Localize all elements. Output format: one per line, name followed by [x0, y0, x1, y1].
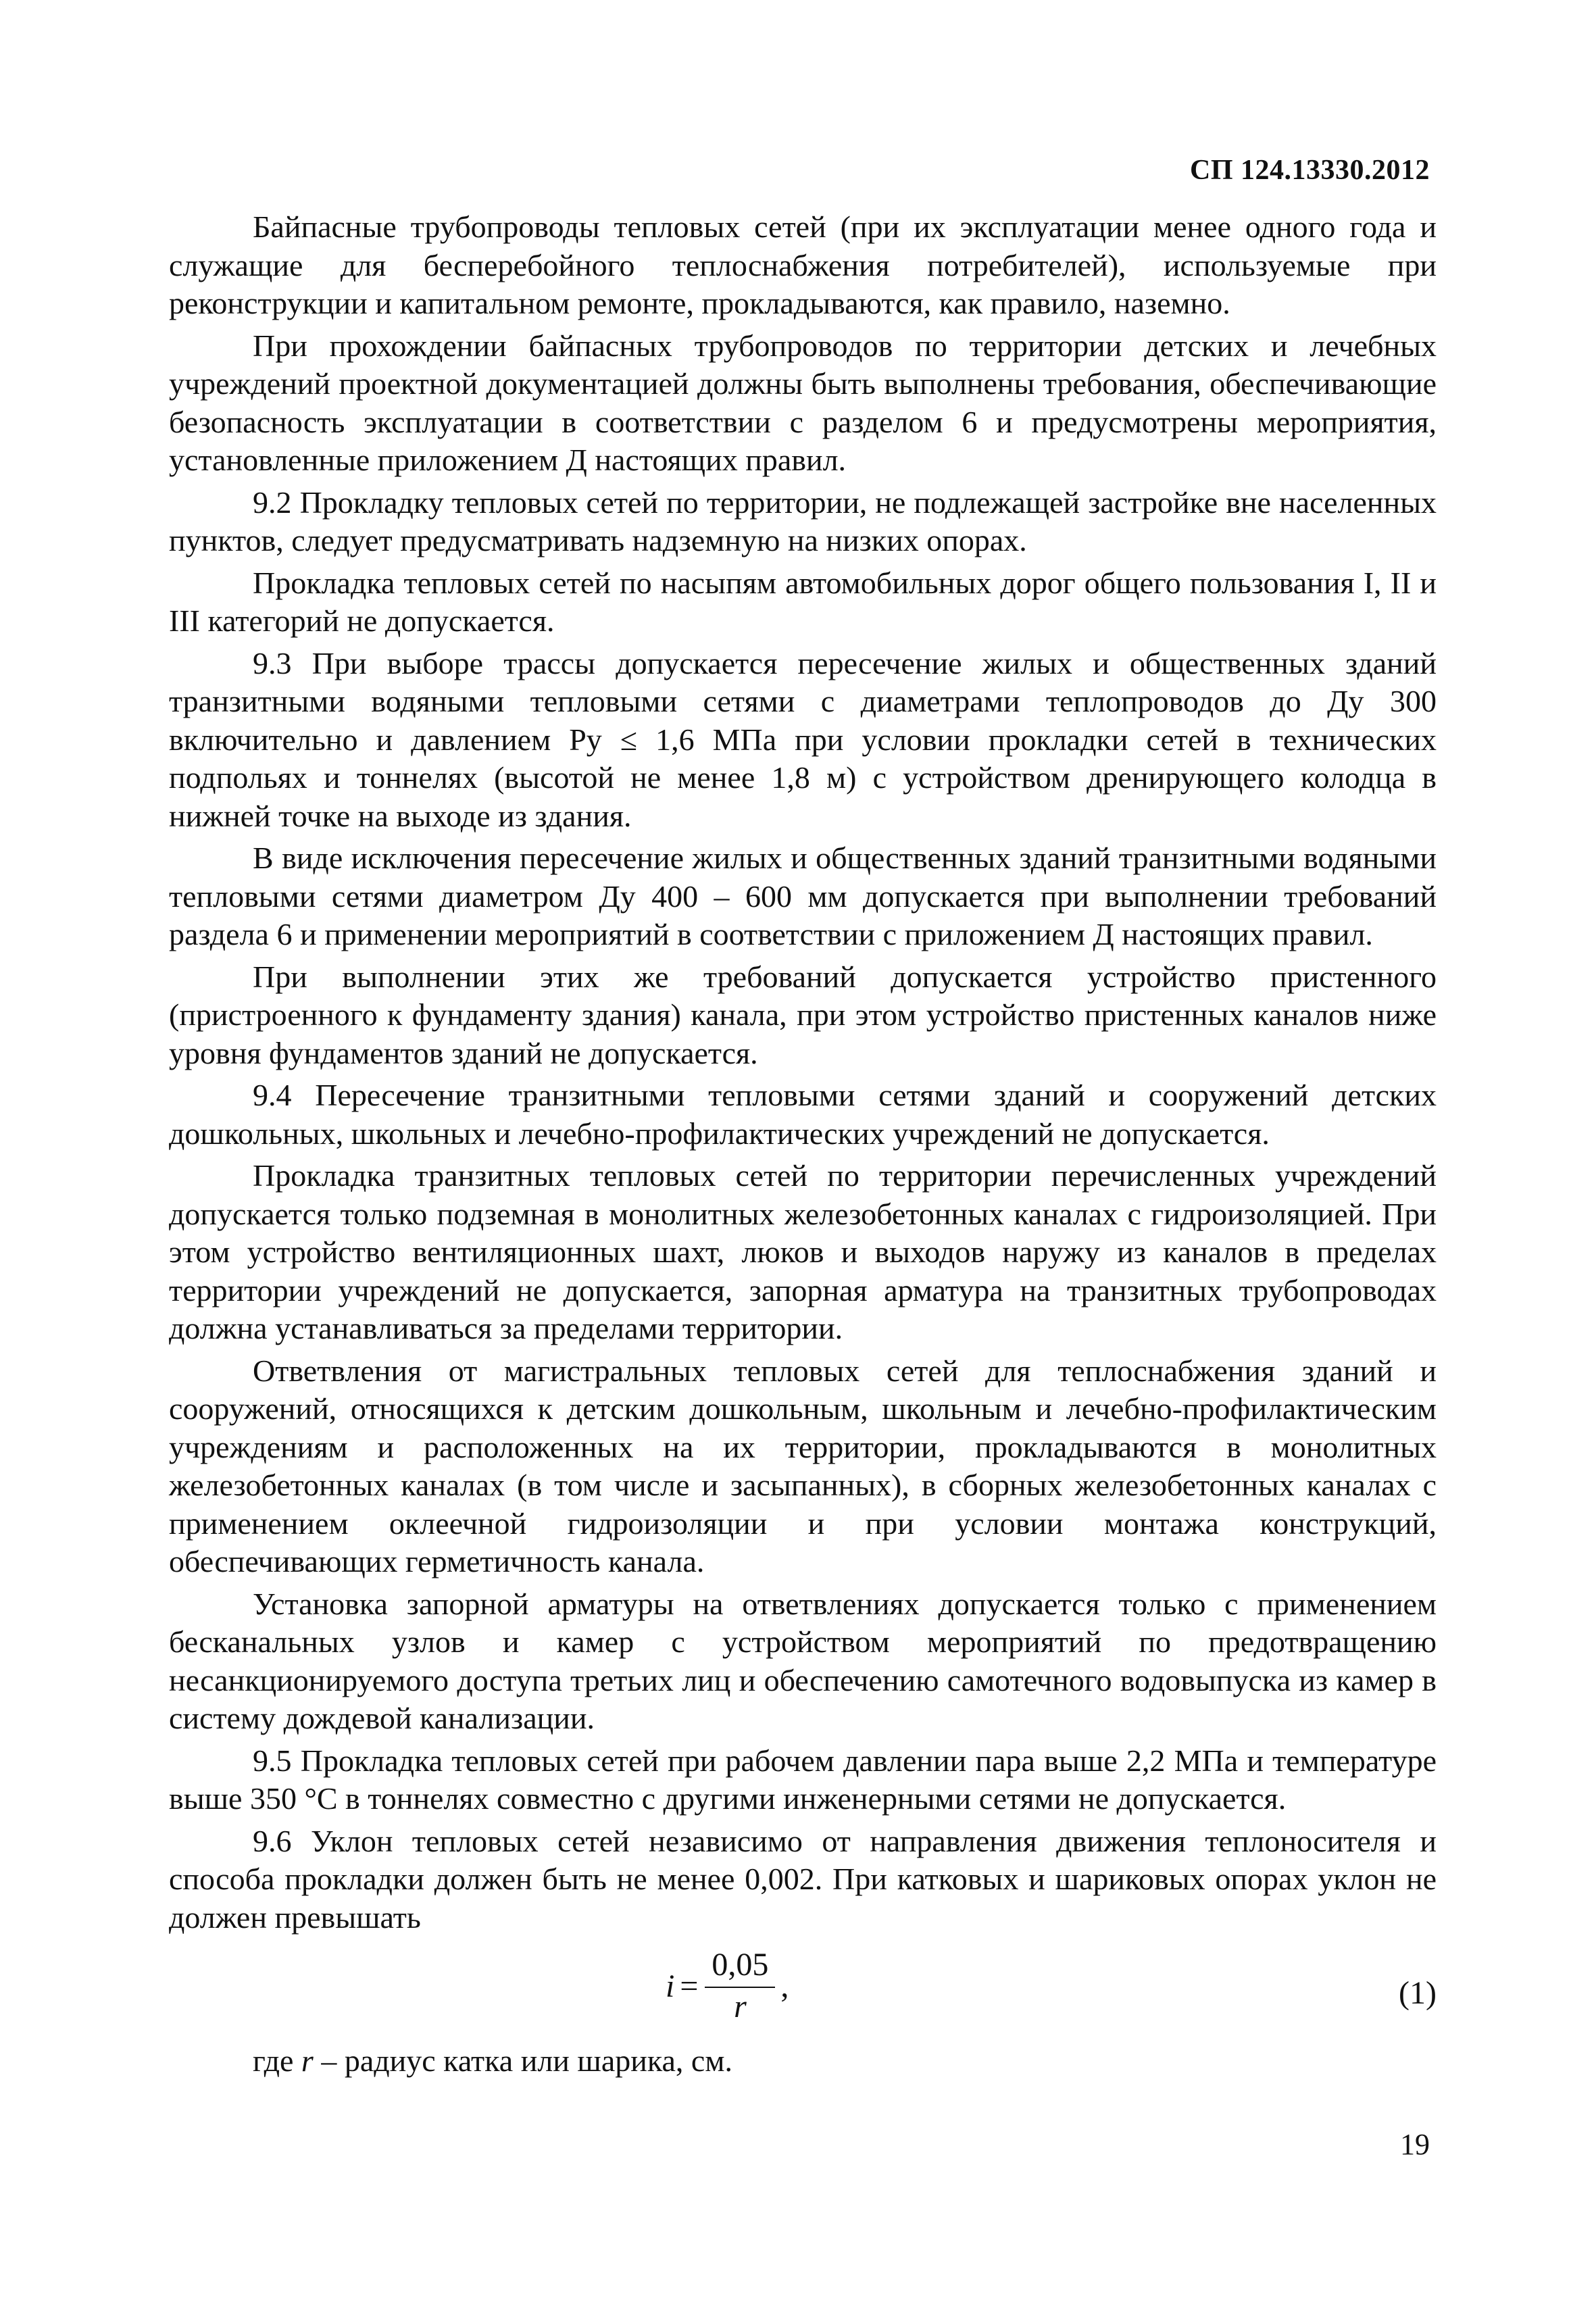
- where-text: – радиус катка или шарика, см.: [321, 2043, 732, 2078]
- slope-formula: [666, 1947, 789, 2026]
- paragraph-9-6: 9.6 Уклон тепловых сетей независимо от направления движения теплоносителя и способа прокладки должен быть не менее 0,002. При катковых и шариковых опорах уклон не должен превышать: [169, 1823, 1437, 1935]
- paragraph-road-embankments: Прокладка тепловых сетей по насыпям автомобильных дорог общего пользования I, II и III категорий не допускается.: [169, 565, 1437, 638]
- formula-numerator: 0,05: [705, 1947, 775, 1988]
- formula-number: (1): [1399, 1975, 1437, 2011]
- formula-variable: i: [666, 1968, 675, 2004]
- paragraph-transit-networks: Прокладка транзитных тепловых сетей по территории перечисленных учреждений допускается только подземная в монолитных железобетонных каналах с гидроизоляцией. При этом устройство вентиляционных шахт, люков и выходов наружу из каналов в пределах территории учреждений не допускается, запорная арматура на транзитных трубопроводах должна устанавливаться за пределами территории.: [169, 1158, 1437, 1345]
- where-variable: r: [301, 2043, 314, 2078]
- paragraph-exception: В виде исключения пересечение жилых и общественных зданий транзитными водяными тепловыми сетями диаметром Ду 400 – 600 мм допускается при выполнении требований раздела 6 и применении мероприятий в соответствии с приложением Д настоящих правил.: [169, 841, 1437, 951]
- body-text: [169, 208, 1437, 2085]
- paragraph-branches: Ответвления от магистральных тепловых сетей для теплоснабжения зданий и сооружений, относящихся к детским дошкольным, школьным и лечебно-профилактическим учреждениям и расположенных на их территории, прокладываются в монолитных железобетонных каналах (в том числе и засыпанных), в сборных железобетонных каналах с применением оклеечной гидроизоляции и при условии монтажа конструкций, обеспечивающих герметичность канала.: [169, 1353, 1437, 1578]
- formula-denominator: r: [734, 1989, 747, 2024]
- paragraph-9-3: 9.3 При выборе трассы допускается пересечение жилых и общественных зданий транзитными водяными тепловыми сетями с диаметрами теплопроводов до Ду 300 включительно и давлением Py ≤ 1,6 МПа при условии прокладки сетей в технических подпольях и тоннелях (высотой не менее 1,8 м) с устройством дренирующего колодца в нижней точке на выходе из здания.: [169, 645, 1437, 833]
- page-number: 19: [1400, 2128, 1430, 2161]
- where-clause: [169, 2042, 1437, 2081]
- formula-equals: =: [680, 1968, 699, 2004]
- document-code: СП 124.13330.2012: [1190, 155, 1430, 186]
- formula-block: [169, 1941, 1437, 2042]
- paragraph-9-5: 9.5 Прокладка тепловых сетей при рабочем давлении пара выше 2,2 МПа и температуре выше 350 °C в тоннелях совместно с другими инженерными сетями не допускается.: [169, 1743, 1437, 1816]
- paragraph-shutoff-valves: Установка запорной арматуры на ответвлениях допускается только с применением бесканальных узлов и камер с устройством мероприятий по предотвращению несанкционируемого доступа третьих лиц и обеспечению самотечного водовыпуска из камер в систему дождевой канализации.: [169, 1586, 1437, 1735]
- paragraph-9-4: 9.4 Пересечение транзитными тепловыми сетями зданий и сооружений детских дошкольных, школьных и лечебно-профилактических учреждений не допускается.: [169, 1078, 1437, 1151]
- formula-fraction: [705, 1947, 775, 2026]
- paragraph-9-2: 9.2 Прокладку тепловых сетей по территории, не подлежащей застройке вне населенных пунктов, следует предусматривать надземную на низких опорах.: [169, 484, 1437, 557]
- formula-comma: ,: [780, 1968, 789, 2004]
- paragraph-bypass-pipelines: Байпасные трубопроводы тепловых сетей (при их эксплуатации менее одного года и служащие для бесперебойного теплоснабжения потребителей), используемые при реконструкции и капитальном ремонте, прокладываются, как правило, наземно.: [169, 209, 1437, 320]
- where-prefix: где: [253, 2043, 294, 2078]
- paragraph-wall-channel: При выполнении этих же требований допускается устройство пристенного (пристроенного к фундаменту здания) канала, при этом устройство пристенных каналов ниже уровня фундаментов зданий не допускается.: [169, 959, 1437, 1070]
- paragraph-bypass-territory: При прохождении байпасных трубопроводов по территории детских и лечебных учреждений проектной документацией должны быть выполнены требования, обеспечивающие безопасность эксплуатации в соответствии с разделом 6 и предусмотрены мероприятия, установленные приложением Д настоящих правил.: [169, 328, 1437, 477]
